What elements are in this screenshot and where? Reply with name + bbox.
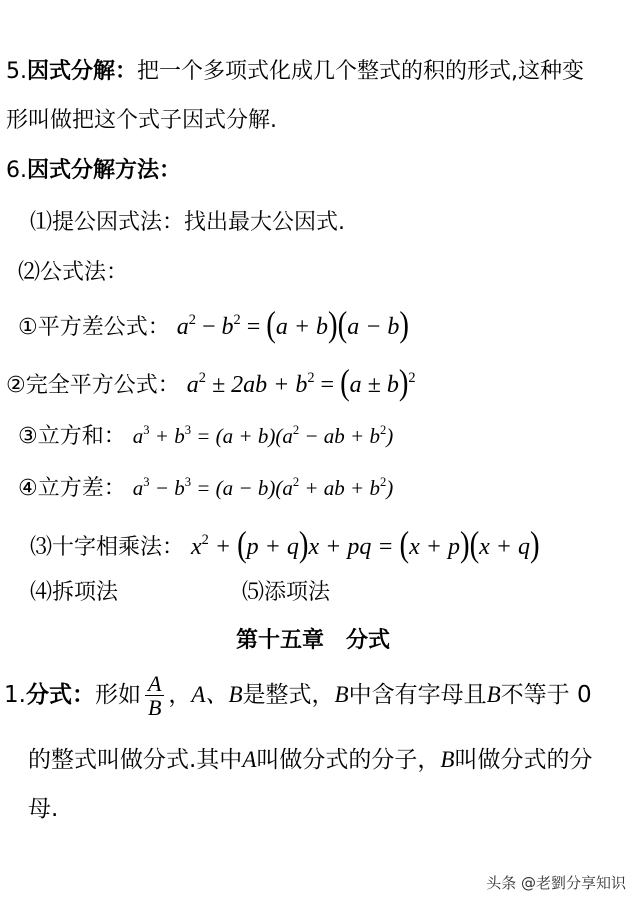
item-1-line-1: 1.分式：形如 $\frac{A}{B}$ ，A、B是整式，B中含有字母且B不等于 0 bbox=[4, 671, 592, 721]
item-6-heading bbox=[6, 158, 181, 184]
method-split-term: ⑷拆项法 bbox=[30, 580, 119, 605]
method-add-term: ⑸添项法 bbox=[242, 580, 331, 605]
method-formula: ⑵公式法： bbox=[18, 260, 129, 285]
watermark: 头条 @老劉分享知识 bbox=[486, 874, 626, 892]
formula-difference-of-cubes bbox=[18, 476, 393, 502]
variables-a-b: A、B bbox=[191, 682, 243, 708]
formula-expression: $x^2 + (p + q)x$ + pq = (x + p)(x + q) bbox=[191, 524, 540, 565]
formula-label: ④立方差： bbox=[18, 476, 126, 501]
item-1-text: 形如 bbox=[94, 682, 141, 709]
formula-perfect-square bbox=[6, 362, 416, 403]
item-5-term: 因式分解： bbox=[27, 59, 138, 84]
item-5-text: 把一个多项式化成几个整式的积的形式,这种变 bbox=[137, 59, 585, 84]
item-1-line-2: 的整式叫做分式.其中A叫做分式的分子，B叫做分式的分 bbox=[28, 747, 593, 773]
chapter-title: 第十五章 分式 bbox=[236, 628, 391, 653]
method-cross-multiplication bbox=[30, 524, 540, 565]
item-1-number: 1. bbox=[4, 682, 26, 709]
item-5-line-1 bbox=[6, 59, 584, 85]
method-label: ⑶十字相乘法： bbox=[30, 535, 185, 560]
item-1-term: 分式： bbox=[25, 682, 95, 709]
item-6-term: 因式分解方法： bbox=[27, 158, 182, 183]
fraction-a-over-b: $\frac{A}{B}$ bbox=[145, 672, 164, 719]
item-5-number: 5. bbox=[6, 59, 27, 84]
formula-label: ③立方和： bbox=[18, 424, 126, 449]
formula-label: ①平方差公式： bbox=[18, 315, 170, 340]
formula-expression: $a^3 - b^3 = (a - b)(a^2$ + ab + $b^2$) bbox=[132, 475, 394, 500]
item-5-line-2: 形叫做把这个式子因式分解. bbox=[6, 108, 277, 133]
item-6-number: 6. bbox=[6, 158, 27, 183]
formula-label: ②完全平方公式： bbox=[6, 373, 180, 398]
method-common-factor: ⑴提公因式法：找出最大公因式. bbox=[30, 210, 345, 235]
formula-expression: $a^3 + b^3 = (a + b)(a^2$ − ab + $b^2$) bbox=[132, 423, 394, 448]
formula-expression: $a^2 - b^2 = (a + b)(a - b)$ bbox=[176, 304, 410, 345]
formula-sum-of-cubes bbox=[18, 424, 393, 450]
item-1-line-3: 母. bbox=[28, 796, 59, 822]
formula-expression: $a^2 \pm 2ab + b^2 = (a \pm b)^2$ bbox=[186, 362, 416, 403]
formula-difference-of-squares bbox=[18, 304, 410, 345]
